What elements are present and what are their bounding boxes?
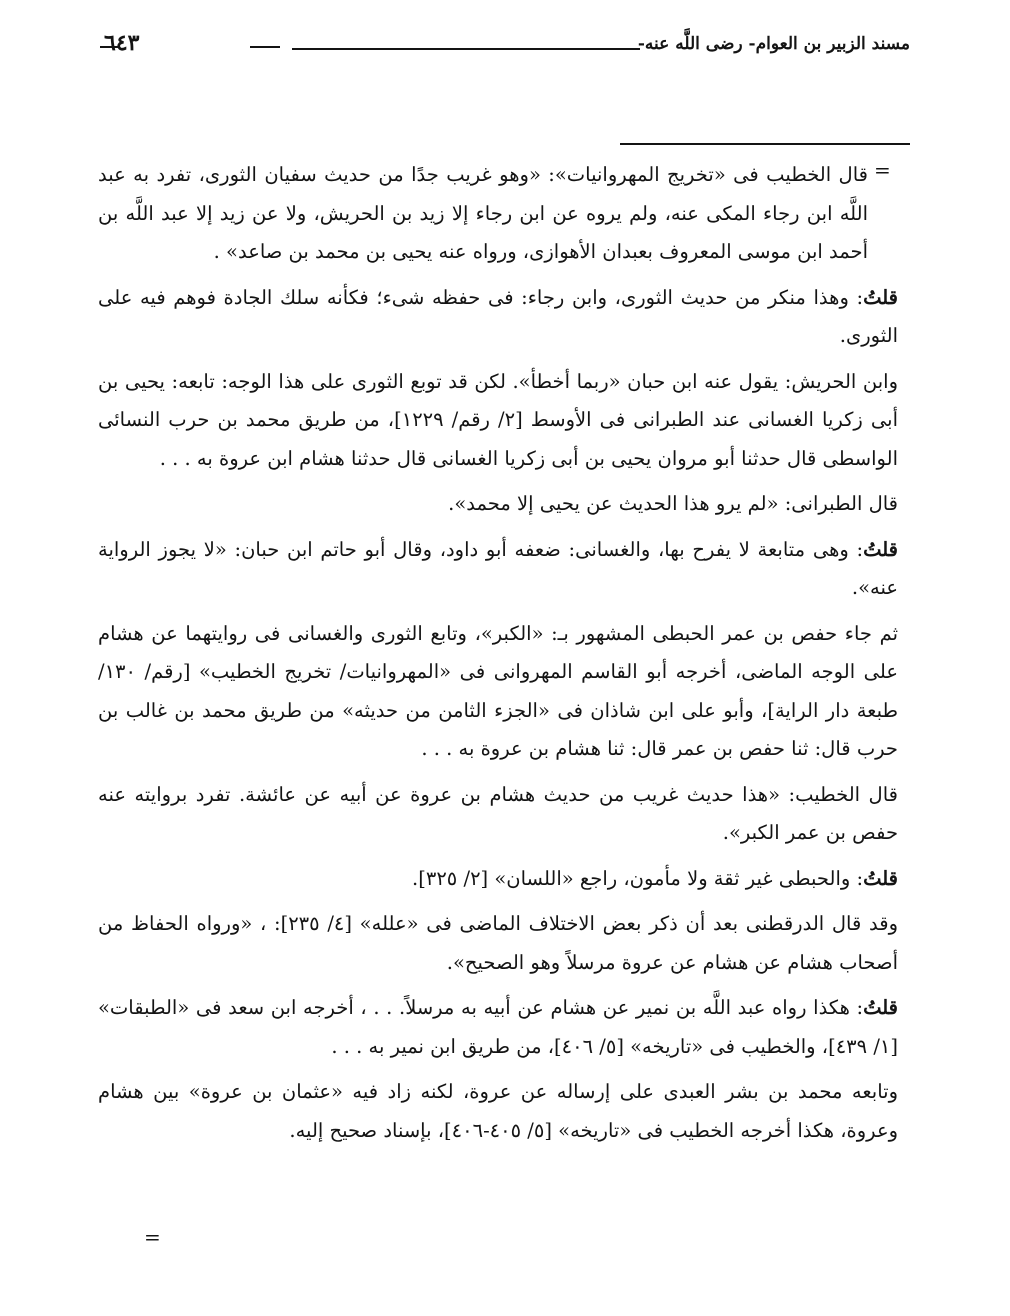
continuation-marker-start: = (874, 158, 891, 182)
qultu-lead: قلتُ (863, 537, 898, 561)
paragraph: قلتُ: وهذا منكر من حديث الثورى، وابن رجاء: فى حفظه شىء؛ فكأنه سلك الجادة فوهم فيه على الثورى. (98, 285, 898, 347)
continuation-marker-end: = (144, 1225, 161, 1249)
page-number-dash-right (250, 46, 280, 48)
paragraph: وقد قال الدرقطنى بعد أن ذكر بعض الاختلاف الماضى فى «علله» [٤/ ٢٣٥]: ، «ورواه الحفاظ من أصحاب هشام عن هشام عن عروة مرسلاً وهو الصحيح». (98, 912, 898, 974)
footnote-rule (620, 143, 910, 145)
paragraph: وابن الحريش: يقول عنه ابن حبان «ربما أخطأ». لكن قد توبع الثورى على هذا الوجه: تابعه: يحيى بن أبى زكريا الغسانى عند الطبرانى فى الأوسط [٢/ رقم/ ١٢٢٩]، من طريق محمد بن حرب النسائى الواسطى قال حدثنا أبو مروان يحيى بن أبى زكريا الغسانى قال حدثنا هشام ابن عروة به . . . (98, 369, 898, 470)
footnote-body (98, 156, 898, 1157)
qultu-lead: قلتُ (863, 996, 898, 1019)
paragraph: قلتُ: والحبطى غير ثقة ولا مأمون، راجع «اللسان» [٢/ ٣٢٥]. (412, 866, 898, 890)
paragraph: ثم جاء حفص بن عمر الحبطى المشهور بـ: «الكبر»، وتابع الثورى والغسانى فى روايتهما عن هشام على الوجه الماضى، أخرجه أبو القاسم المهروانى فى «المهروانيات/ تخريج الخطيب» [رقم/ ١٣٠/ طبعة دار الراية]، وأبو على ابن شاذان فى «الجزء الثامن من حديثه» من طريق محمد بن غالب بن حرب قال: ثنا حفص بن عمر قال: ثنا هشام بن عروة به . . . (98, 621, 898, 760)
paragraph: قال الطبرانى: «لم يرو هذا الحديث عن يحيى إلا محمد». (448, 492, 898, 515)
paragraph: قلتُ: هكذا رواه عبد اللَّه بن نمير عن هشام عن أبيه به مرسلاً. . . ، أخرجه ابن سعد فى «الطبقات» [١/ ٤٣٩]، والخطيب فى «تاريخه» [٥/ ٤٠٦]، من طريق ابن نمير به . . . (98, 996, 898, 1058)
header-rule (292, 48, 640, 50)
qultu-lead: قلتُ (863, 866, 898, 890)
paragraph: وتابعه محمد بن بشر العبدى على إرساله عن عروة، لكنه زاد فيه «عثمان بن عروة» بين هشام وعروة، هكذا أخرجه الخطيب فى «تاريخه» [٥/ ٤٠٥-٤٠٦]، بإسناد صحيح إليه. (98, 1080, 898, 1142)
page-number-dash-left (100, 46, 120, 48)
page-header (100, 28, 910, 68)
paragraph: قلتُ: وهى متابعة لا يفرح بها، والغسانى: ضعفه أبو داود، وقال أبو حاتم ابن حبان: «لا يجوز الرواية عنه». (98, 537, 898, 599)
paragraph: قال الخطيب فى «تخريج المهروانيات»: «وهو غريب جدًا من حديث سفيان الثورى، تفرد به عبد اللَّه ابن رجاء المكى عنه، ولم يروه عن ابن رجاء إلا زيد بن الحريش، ولا عن زيد إلا عبد اللَّه بن أحمد ابن موسى المعروف بعبدان الأهوازى، ورواه عنه يحيى بن محمد بن صاعد» . (98, 163, 868, 263)
page-number: ٦٤٣ (104, 30, 140, 56)
qultu-lead: قلتُ (863, 285, 898, 309)
running-title: مسند الزبير بن العوام- رضى اللَّه عنه- (637, 34, 910, 54)
paragraph: قال الخطيب: «هذا حديث غريب من حديث هشام بن عروة عن أبيه عن عائشة. تفرد بروايته عنه حفص بن عمر الكبر». (98, 782, 898, 844)
